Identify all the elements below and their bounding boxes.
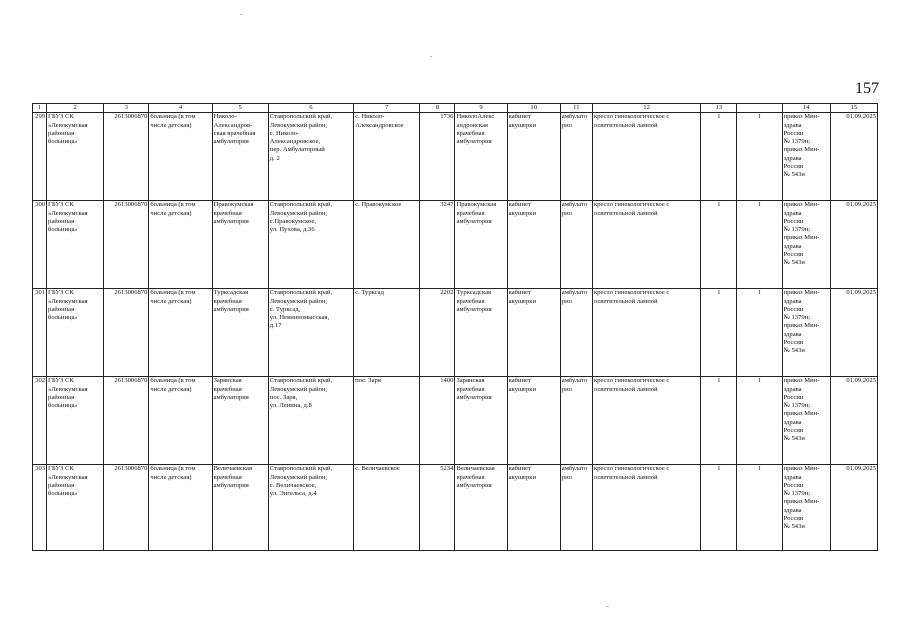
unit-name-cell: Величаевская врачебная амбулатория — [455, 465, 507, 551]
room-cell: кабинет акушерки — [507, 465, 560, 551]
col-header: 15 — [830, 104, 877, 113]
row-number: 302 — [33, 377, 47, 465]
quantity-cell-2: 1 — [737, 289, 782, 377]
address-cell: Ставропольский край, Левокумский район, пос. Заря, ул. Ленина, д.8 — [268, 377, 353, 465]
settlement-cell: пос. Заря — [354, 377, 420, 465]
quantity-cell-2: 1 — [737, 113, 782, 201]
population-cell: 5234 — [420, 465, 455, 551]
unit-cell: Николо- Александров- ская врачебная амбулатория — [212, 113, 268, 201]
settlement-cell: с. Правокумское — [354, 201, 420, 289]
population-cell: 1400 — [420, 377, 455, 465]
table-row — [33, 377, 878, 465]
date-cell: 01.09.2025 — [830, 113, 877, 201]
col-header: 13 — [701, 104, 737, 113]
page-number: 157 — [855, 80, 879, 97]
col-header: 1 — [33, 104, 47, 113]
unit-cell: Правокумская врачебная амбулатория — [212, 201, 268, 289]
population-cell: 1736 — [420, 113, 455, 201]
address-cell: Ставропольский край, Левокумский район, с. Николо- Александровское, пер. Амбулаторный д. 2 — [268, 113, 353, 201]
quantity-cell-2: 1 — [737, 201, 782, 289]
table-row — [33, 289, 878, 377]
col-header: 5 — [212, 104, 268, 113]
col-header: 8 — [420, 104, 455, 113]
row-number: 303 — [33, 465, 47, 551]
facility-kind-cell: больница (в том числе детская) — [149, 201, 212, 289]
row-number: 300 — [33, 201, 47, 289]
date-cell: 01.09.2025 — [830, 377, 877, 465]
unit-name-cell: Зарянская врачебная амбулатория — [455, 377, 507, 465]
order-cell: приказ Мин- здрава России № 1379н; приказ Мин- здрава России № 543н — [782, 377, 830, 465]
scan-speck — [430, 56, 432, 57]
col-header: 3 — [104, 104, 149, 113]
inn-cell: 2613006870 — [104, 289, 149, 377]
quantity-cell: 1 — [701, 201, 737, 289]
unit-name-cell: Правокумская врачебная амбулатория — [455, 201, 507, 289]
unit-cell: Зарянская врачебная амбулатория — [212, 377, 268, 465]
table-row — [33, 201, 878, 289]
quantity-cell: 1 — [701, 113, 737, 201]
address-cell: Ставропольский край, Левокумский район, с. Турксад, ул. Невинномысская, д.17 — [268, 289, 353, 377]
scan-speck — [240, 14, 243, 15]
facility-kind-cell: больница (в том числе детская) — [149, 113, 212, 201]
population-cell: 3247 — [420, 201, 455, 289]
facility-kind-cell: больница (в том числе детская) — [149, 377, 212, 465]
facility-kind-cell: больница (в том числе детская) — [149, 465, 212, 551]
settlement-cell: с. Турксад — [354, 289, 420, 377]
col-header: 9 — [455, 104, 507, 113]
unit-cell: Величаевская врачебная амбулатория — [212, 465, 268, 551]
inn-cell: 2613006870 — [104, 465, 149, 551]
quantity-cell: 1 — [701, 465, 737, 551]
quantity-cell-2: 1 — [737, 377, 782, 465]
row-number: 301 — [33, 289, 47, 377]
inn-cell: 2613006870 — [104, 377, 149, 465]
table-row — [33, 113, 878, 201]
care-form-cell: амбулато рно — [560, 377, 592, 465]
column-number-row — [33, 104, 878, 113]
order-cell: приказ Мин- здрава России № 1379н; приказ Мин- здрава России № 543н — [782, 289, 830, 377]
registry-table — [32, 103, 878, 551]
organization-cell: ГБУЗ СК «Левокумская районная больница» — [47, 201, 104, 289]
col-header: 6 — [268, 104, 353, 113]
room-cell: кабинет акушерки — [507, 201, 560, 289]
population-cell: 2202 — [420, 289, 455, 377]
care-form-cell: амбулато рно — [560, 201, 592, 289]
organization-cell: ГБУЗ СК «Левокумская районная больница» — [47, 377, 104, 465]
quantity-cell-2: 1 — [737, 465, 782, 551]
care-form-cell: амбулато рно — [560, 465, 592, 551]
settlement-cell: с. Николо- Александровское — [354, 113, 420, 201]
address-cell: Ставропольский край, Левокумский район, с.Правокумское, ул. Пухова, д.36 — [268, 201, 353, 289]
organization-cell: ГБУЗ СК «Левокумская районная больница» — [47, 113, 104, 201]
order-cell: приказ Мин- здрава России № 1379н; приказ Мин- здрава России № 543н — [782, 465, 830, 551]
care-form-cell: амбулато рно — [560, 113, 592, 201]
table-row — [33, 465, 878, 551]
quantity-cell: 1 — [701, 289, 737, 377]
unit-name-cell: Турксадская врачебная амбулатория — [455, 289, 507, 377]
col-header: 4 — [149, 104, 212, 113]
address-cell: Ставропольский край, Левокумский район, с. Величаевское, ул. Энгельса, д.4 — [268, 465, 353, 551]
equipment-cell: кресло гинекологическое с осветительной лампой — [592, 113, 700, 201]
inn-cell: 2613006870 — [104, 201, 149, 289]
col-header: 10 — [507, 104, 560, 113]
row-number: 299 — [33, 113, 47, 201]
care-form-cell: амбулато рно — [560, 289, 592, 377]
organization-cell: ГБУЗ СК «Левокумская районная больница» — [47, 465, 104, 551]
room-cell: кабинет акушерки — [507, 289, 560, 377]
settlement-cell: с. Величаевское — [354, 465, 420, 551]
scan-speck — [606, 606, 609, 607]
facility-kind-cell: больница (в том числе детская) — [149, 289, 212, 377]
order-cell: приказ Мин- здрава России № 1379н; приказ Мин- здрава России № 543н — [782, 201, 830, 289]
order-cell: приказ Мин- здрава России № 1379н; приказ Мин- здрава России № 543н — [782, 113, 830, 201]
date-cell: 01.09.2025 — [830, 289, 877, 377]
date-cell: 01.09.2025 — [830, 465, 877, 551]
equipment-cell: кресло гинекологическое с осветительной лампой — [592, 377, 700, 465]
room-cell: кабинет акушерки — [507, 377, 560, 465]
unit-name-cell: НиколоАлекс андровская врачебная амбулатория — [455, 113, 507, 201]
col-header: 12 — [592, 104, 700, 113]
col-header: 7 — [354, 104, 420, 113]
col-header — [737, 104, 782, 113]
organization-cell: ГБУЗ СК «Левокумская районная больница» — [47, 289, 104, 377]
col-header: 11 — [560, 104, 592, 113]
unit-cell: Турксадская врачебная амбулатория — [212, 289, 268, 377]
inn-cell: 2613006870 — [104, 113, 149, 201]
col-header: 14 — [782, 104, 830, 113]
date-cell: 01.09.2025 — [830, 201, 877, 289]
equipment-cell: кресло гинекологическое с осветительной лампой — [592, 465, 700, 551]
equipment-cell: кресло гинекологическое с осветительной лампой — [592, 289, 700, 377]
col-header: 2 — [47, 104, 104, 113]
quantity-cell: 1 — [701, 377, 737, 465]
equipment-cell: кресло гинекологическое с осветительной лампой — [592, 201, 700, 289]
room-cell: кабинет акушерки — [507, 113, 560, 201]
